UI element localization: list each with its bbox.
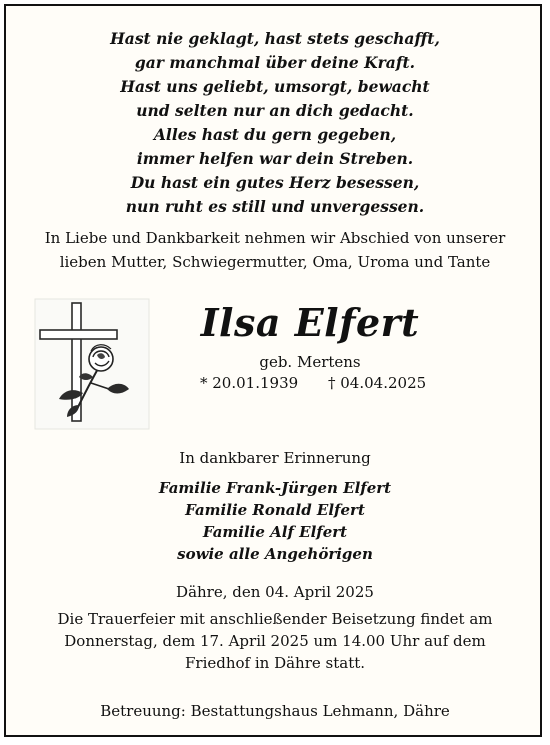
birth-date: * 20.01.1939	[200, 374, 299, 392]
farewell-intro	[0, 226, 550, 274]
undertaker-credit: Betreuung: Bestattungshaus Lehmann, Dähre	[100, 702, 450, 720]
maiden-name: geb. Mertens	[259, 353, 361, 371]
mourner-line: Familie Frank-Jürgen Elfert	[158, 479, 392, 497]
mourners	[0, 477, 550, 565]
funeral-line: Die Trauerfeier mit anschließender Beisetzung findet am	[57, 610, 493, 628]
poem-line: Hast nie geklagt, hast stets geschafft,	[110, 29, 440, 48]
poem-line: nun ruht es still und unvergessen.	[125, 197, 425, 216]
memory-line: In dankbarer Erinnerung	[179, 449, 371, 467]
poem-line: Hast uns geliebt, umsorgt, bewacht	[120, 77, 430, 96]
place-and-date: Dähre, den 04. April 2025	[176, 583, 374, 601]
poem-line: Alles hast du gern gegeben,	[153, 125, 397, 144]
funeral-line: Donnerstag, dem 17. April 2025 um 14.00 Uhr auf dem	[64, 632, 486, 650]
poem-line: gar manchmal über deine Kraft.	[134, 53, 416, 72]
cross-with-rose-icon	[33, 297, 151, 431]
funeral-line: Friedhof in Dähre statt.	[184, 654, 366, 672]
poem-line: immer helfen war dein Streben.	[136, 149, 414, 168]
poem	[0, 27, 550, 219]
poem-line: und selten nur an dich gedacht.	[136, 101, 414, 120]
poem-line: Du hast ein gutes Herz besessen,	[130, 173, 420, 192]
deceased-name: Ilsa Elfert	[200, 300, 420, 345]
mourner-line: Familie Alf Elfert	[202, 523, 348, 541]
mourner-line: sowie alle Angehörigen	[177, 545, 373, 563]
intro-line: In Liebe und Dankbarkeit nehmen wir Abschied von unserer	[44, 229, 506, 247]
mourner-line: Familie Ronald Elfert	[185, 501, 365, 519]
intro-line: lieben Mutter, Schwiegermutter, Oma, Uroma und Tante	[59, 253, 491, 271]
funeral-info	[0, 608, 550, 674]
death-date: † 04.04.2025	[328, 374, 427, 392]
